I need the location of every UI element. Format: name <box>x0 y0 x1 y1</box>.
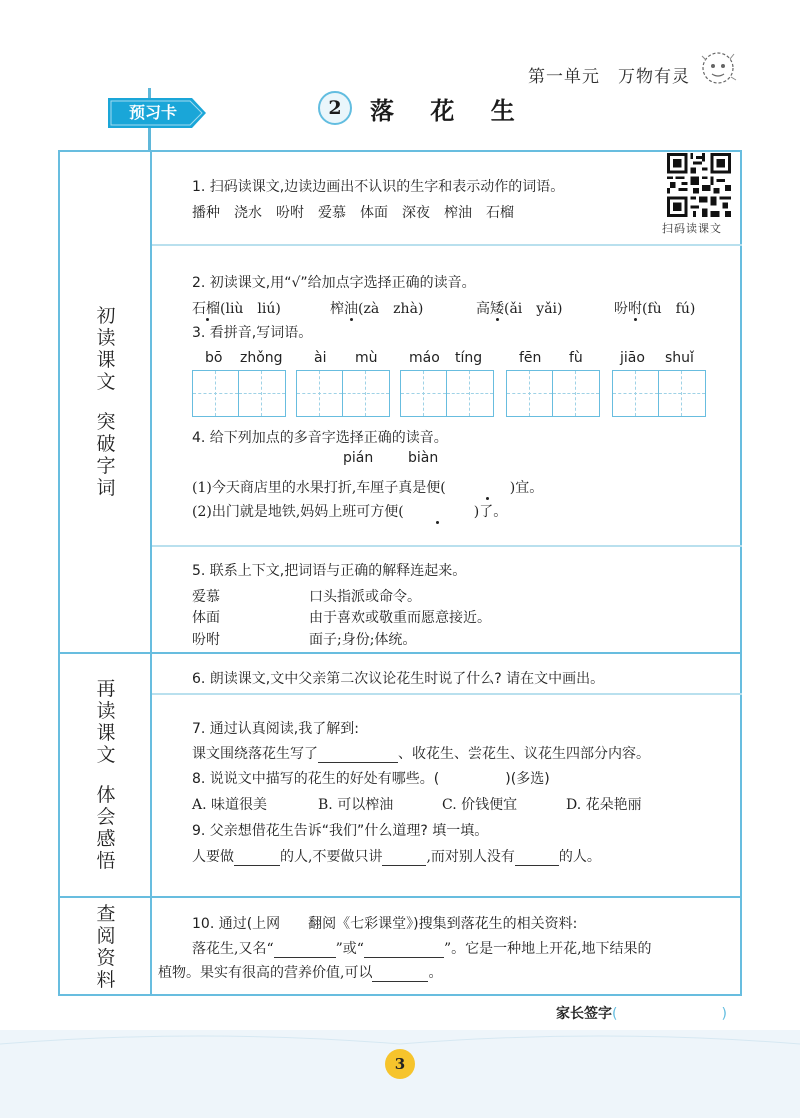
writing-grid[interactable] <box>296 370 390 417</box>
writing-grid[interactable] <box>612 370 706 417</box>
answer-blank[interactable] <box>274 944 336 958</box>
match-meaning[interactable]: 面子;身份;体统。 <box>309 632 417 648</box>
q8-option[interactable]: A. 味道很美 <box>192 797 268 813</box>
section-label-research <box>60 898 152 996</box>
pinyin: fēn <box>519 350 542 366</box>
section-label-char: 悟 <box>96 850 116 872</box>
q3-prompt: 3. 看拼音,写词语。 <box>192 325 313 341</box>
section-label-char: 再 <box>96 678 116 700</box>
signature-label: 家长签字 <box>556 1006 612 1022</box>
emphasis-dot <box>350 318 353 321</box>
section-label-char: 读 <box>96 327 116 349</box>
section-label-char: 破 <box>96 433 116 455</box>
pinyin: zhǒng <box>240 350 283 366</box>
q9-text-c: ,而对别人没有 <box>426 849 515 865</box>
unit-theme: 万物有灵 <box>618 67 690 87</box>
page-number: 3 <box>385 1049 415 1079</box>
section-label-char: 课 <box>96 349 116 371</box>
section-divider <box>60 896 742 898</box>
pinyin: máo <box>409 350 440 366</box>
answer-blank[interactable] <box>234 852 280 866</box>
badge-label: 预习卡 <box>128 103 177 122</box>
q8-option[interactable]: D. 花朵艳丽 <box>566 797 642 813</box>
q1-words: 播种 浇水 吩咐 爱慕 体面 深夜 榨油 石榴 <box>192 205 514 221</box>
q10-text-c: ”。它是一种地上开花,地下结果的 <box>443 941 652 957</box>
section-label-char: 课 <box>96 722 116 744</box>
answer-blank[interactable] <box>318 749 398 763</box>
writing-grid[interactable] <box>400 370 494 417</box>
emphasis-dot <box>496 318 499 321</box>
answer-blank[interactable] <box>364 944 444 958</box>
emphasis-dot <box>436 521 439 524</box>
q7-prompt: 7. 通过认真阅读,我了解到: <box>192 721 359 737</box>
writing-grid[interactable] <box>192 370 286 417</box>
q9-line <box>192 846 601 866</box>
q1-prompt: 1. 扫码读课文,边读边画出不认识的生字和表示动作的词语。 <box>192 179 565 195</box>
section-label-char: 体 <box>96 784 116 806</box>
section-label-char: 文 <box>96 744 116 766</box>
q8-prompt: 8. 说说文中描写的花生的好处有哪些。( <box>192 771 440 787</box>
unit-title <box>528 62 690 87</box>
match-meaning[interactable]: 由于喜欢或敬重而愿意接近。 <box>309 610 491 626</box>
q8-option[interactable]: B. 可以榨油 <box>318 797 394 813</box>
lesson-number: 2 <box>318 91 352 125</box>
q9-text-b: 的人,不要做只讲 <box>280 849 383 865</box>
pinyin: bō <box>205 350 223 366</box>
pinyin: fù <box>569 350 583 366</box>
q8-suffix: )(多选) <box>505 771 550 787</box>
q4-sentence-2-start: (2)出门就是地铁,妈妈上班可方便( <box>192 504 404 520</box>
match-meaning[interactable]: 口头指派或命令。 <box>309 589 421 605</box>
section-label-char: 料 <box>96 969 116 991</box>
q4-sentence-2 <box>192 501 507 521</box>
q7-text-end: 、收花生、尝花生、议花生四部分内容。 <box>398 746 650 762</box>
q2-item: 榨油(zà zhà) <box>330 301 424 317</box>
emphasis-dot <box>634 318 637 321</box>
signature-close-paren: ) <box>721 1006 727 1022</box>
unit-label: 第一单元 <box>528 67 600 87</box>
doodle-face-icon <box>694 44 742 92</box>
pinyin: ài <box>314 350 327 366</box>
q7-text-start: 课文围绕落花生写了 <box>192 746 318 762</box>
q2-item: 吩咐(fù fú) <box>614 301 696 317</box>
section-divider <box>60 652 742 654</box>
section-label-char: 字 <box>96 455 116 477</box>
row-divider <box>152 244 742 246</box>
answer-blank[interactable] <box>446 483 510 497</box>
writing-grid[interactable] <box>506 370 600 417</box>
q2-item: 石榴(liù liú) <box>192 301 281 317</box>
qr-code-icon[interactable] <box>666 153 732 217</box>
pinyin: shuǐ <box>665 350 694 366</box>
pinyin-option: pián <box>343 450 374 466</box>
lesson-title <box>318 88 529 128</box>
q5-prompt: 5. 联系上下文,把词语与正确的解释连起来。 <box>192 563 467 579</box>
q9-text-d: 的人。 <box>558 849 601 865</box>
q9-prompt: 9. 父亲想借花生告诉“我们”什么道理? 填一填。 <box>192 823 489 839</box>
section-label-second-reading <box>60 654 152 896</box>
answer-blank[interactable] <box>382 852 426 866</box>
pinyin: jiāo <box>620 350 645 366</box>
section-label-char: 阅 <box>96 925 116 947</box>
row-divider <box>152 545 742 547</box>
section-label-char: 初 <box>96 305 116 327</box>
emphasis-dot <box>486 497 489 500</box>
q6-prompt: 6. 朗读课文,文中父亲第二次议论花生时说了什么? 请在文中画出。 <box>192 671 605 687</box>
q2-item: 高矮(ǎi yǎi) <box>476 301 563 317</box>
q10-text-b: ”或“ <box>335 941 364 957</box>
q8-line <box>192 768 550 788</box>
row-divider <box>152 693 742 695</box>
q2-prompt: 2. 初读课文,用“√”给加点字选择正确的读音。 <box>192 275 476 291</box>
q10-line-2 <box>158 962 442 982</box>
match-word[interactable]: 体面 <box>192 610 220 626</box>
preview-card-badge <box>108 96 208 130</box>
q10-text-a: 落花生,又名“ <box>192 941 274 957</box>
answer-blank[interactable] <box>439 774 505 788</box>
q10-text-d: 植物。果实有很高的营养价值,可以 <box>158 965 373 981</box>
section-label-char: 读 <box>96 700 116 722</box>
q4-prompt: 4. 给下列加点的多音字选择正确的读音。 <box>192 430 448 446</box>
section-label-char: 资 <box>96 947 116 969</box>
parent-signature <box>556 1003 727 1023</box>
match-word[interactable]: 爱慕 <box>192 589 220 605</box>
section-label-char: 查 <box>96 903 116 925</box>
q4-sentence-1-end: )宜。 <box>509 480 544 496</box>
q9-text-a: 人要做 <box>192 849 234 865</box>
section-label-first-reading <box>60 152 152 652</box>
lesson-name: 落 花 生 <box>370 95 529 125</box>
q4-sentence-2-end: )了。 <box>473 504 508 520</box>
match-word[interactable]: 吩咐 <box>192 632 220 648</box>
section-label-char: 会 <box>96 806 116 828</box>
section-label-char: 感 <box>96 828 116 850</box>
pinyin-option: biàn <box>408 450 439 466</box>
signature-open-paren: ( <box>612 1006 618 1022</box>
section-label-char: 词 <box>96 477 116 499</box>
q4-sentence-1 <box>192 477 543 497</box>
q4-sentence-1-start: (1)今天商店里的水果打折,车厘子真是便( <box>192 480 446 496</box>
pinyin: mù <box>355 350 378 366</box>
answer-blank[interactable] <box>515 852 559 866</box>
qr-label: 扫码读课文 <box>662 222 722 235</box>
q7-line <box>192 743 650 763</box>
q10-text-e: 。 <box>428 965 443 981</box>
pinyin: tíng <box>455 350 483 366</box>
answer-blank[interactable] <box>372 968 428 982</box>
section-label-char: 文 <box>96 371 116 393</box>
answer-blank[interactable] <box>404 507 474 521</box>
q8-option[interactable]: C. 价钱便宜 <box>442 797 518 813</box>
emphasis-dot <box>206 318 209 321</box>
q10-prompt: 10. 通过(上网 翻阅《七彩课堂》)搜集到落花生的相关资料: <box>192 916 578 932</box>
q10-line-1 <box>192 938 652 958</box>
section-label-char: 突 <box>96 411 116 433</box>
